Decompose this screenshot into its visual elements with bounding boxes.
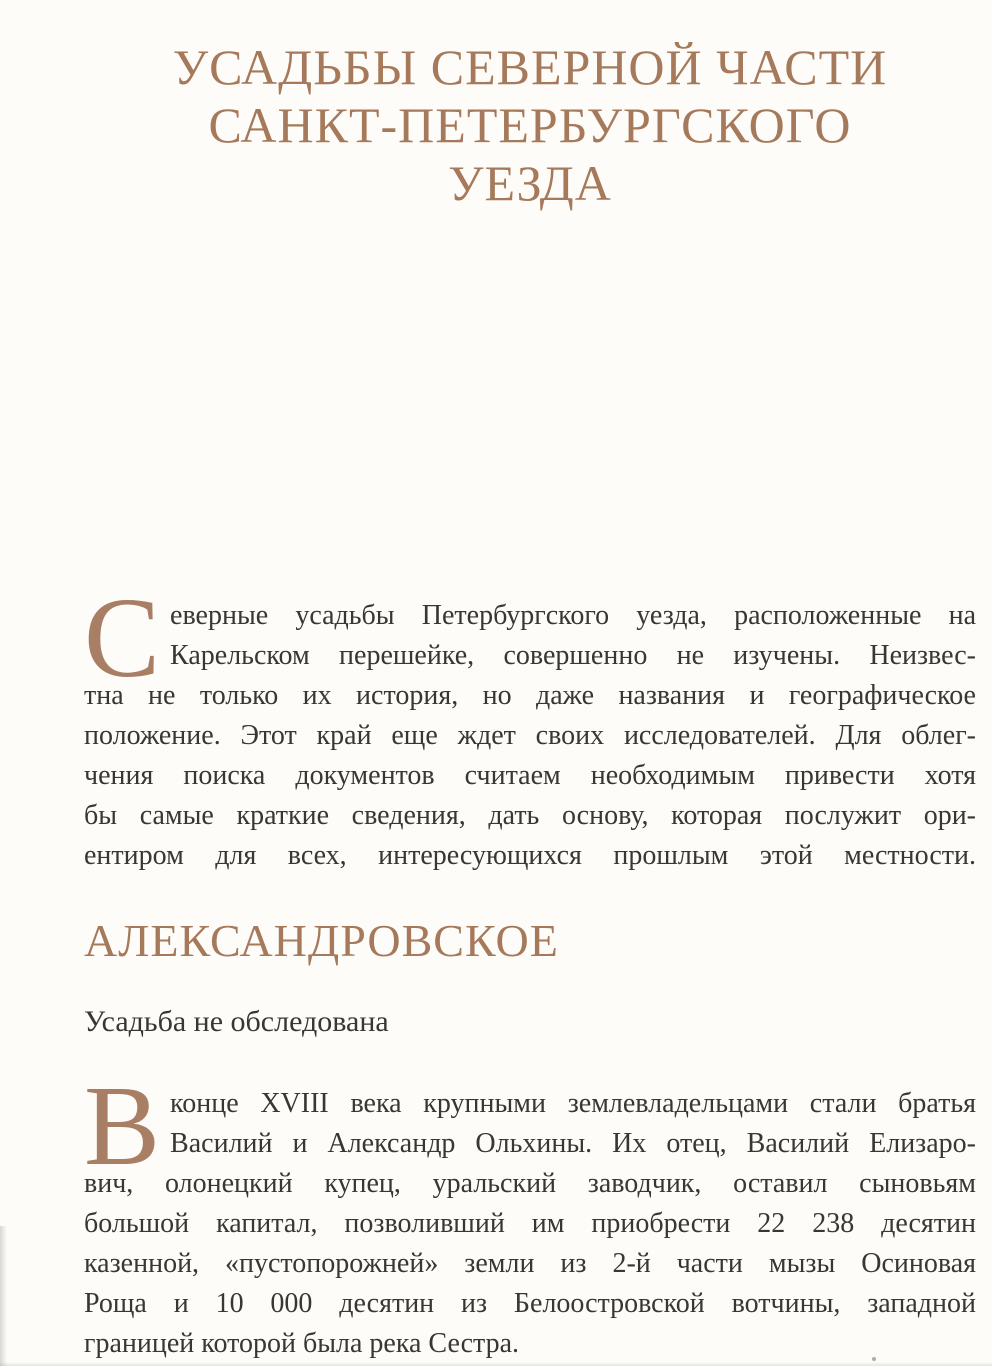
paragraph-line: границей которой была река Сестра. bbox=[84, 1328, 520, 1360]
paragraph-line: еверные усадьбы Петербургского уезда, расположенные на bbox=[170, 600, 976, 631]
scan-edge-artifact bbox=[0, 1226, 7, 1366]
paragraph-line: положение. Этот край еще ждет своих исследователей. Для облег- bbox=[84, 720, 976, 751]
paragraph-line: чения поиска документов считаем необходимым привести хотя bbox=[84, 760, 976, 791]
paragraph-line: бы самые краткие сведения, дать основу, которая послужит ори- bbox=[84, 800, 976, 831]
page-content bbox=[0, 38, 992, 1364]
paragraph-line: большой капитал, позволивший им приобрести 22 238 десятин bbox=[84, 1208, 976, 1240]
paragraph-line: вич, олонецкий купец, уральский заводчик, оставил сыновьям bbox=[84, 1168, 976, 1200]
intro-paragraph bbox=[84, 574, 976, 876]
section-subheading: Усадьба не обследована bbox=[84, 1005, 389, 1039]
section-heading: АЛЕКСАНДРОВСКОЕ bbox=[84, 915, 559, 966]
paragraph-line: тна не только их история, но даже названия и географическое bbox=[84, 680, 976, 711]
chapter-title bbox=[84, 38, 976, 212]
paragraph-line: Василий и Александр Ольхины. Их отец, Василий Елизаро- bbox=[170, 1128, 976, 1160]
paragraph-line: Карельском перешейке, совершенно не изучены. Неизвес- bbox=[170, 640, 976, 671]
chapter-title-line: УСАДЬБЫ СЕВЕРНОЙ ЧАСТИ bbox=[172, 39, 888, 95]
chapter-title-line: САНКТ-ПЕТЕРБУРГСКОГО bbox=[208, 97, 852, 153]
paragraph-line: конце XVIII века крупными землевладельцами стали братья bbox=[170, 1088, 976, 1120]
paragraph-line: Роща и 10 000 десятин из Белоостровской вотчины, западной bbox=[84, 1288, 976, 1320]
section-paragraph bbox=[84, 1062, 976, 1364]
scan-speck-artifact bbox=[872, 1357, 876, 1361]
chapter-title-line: УЕЗДА bbox=[448, 155, 612, 211]
paragraph-line: ентиром для всех, интересующихся прошлым этой местности. bbox=[84, 840, 976, 871]
scan-bottom-shadow bbox=[0, 1362, 992, 1366]
paragraph-line: казенной, «пустопорожней» земли из 2-й части мызы Осиновая bbox=[84, 1248, 976, 1280]
dropcap-letter: В bbox=[84, 1062, 161, 1190]
dropcap-letter: С bbox=[84, 574, 161, 701]
